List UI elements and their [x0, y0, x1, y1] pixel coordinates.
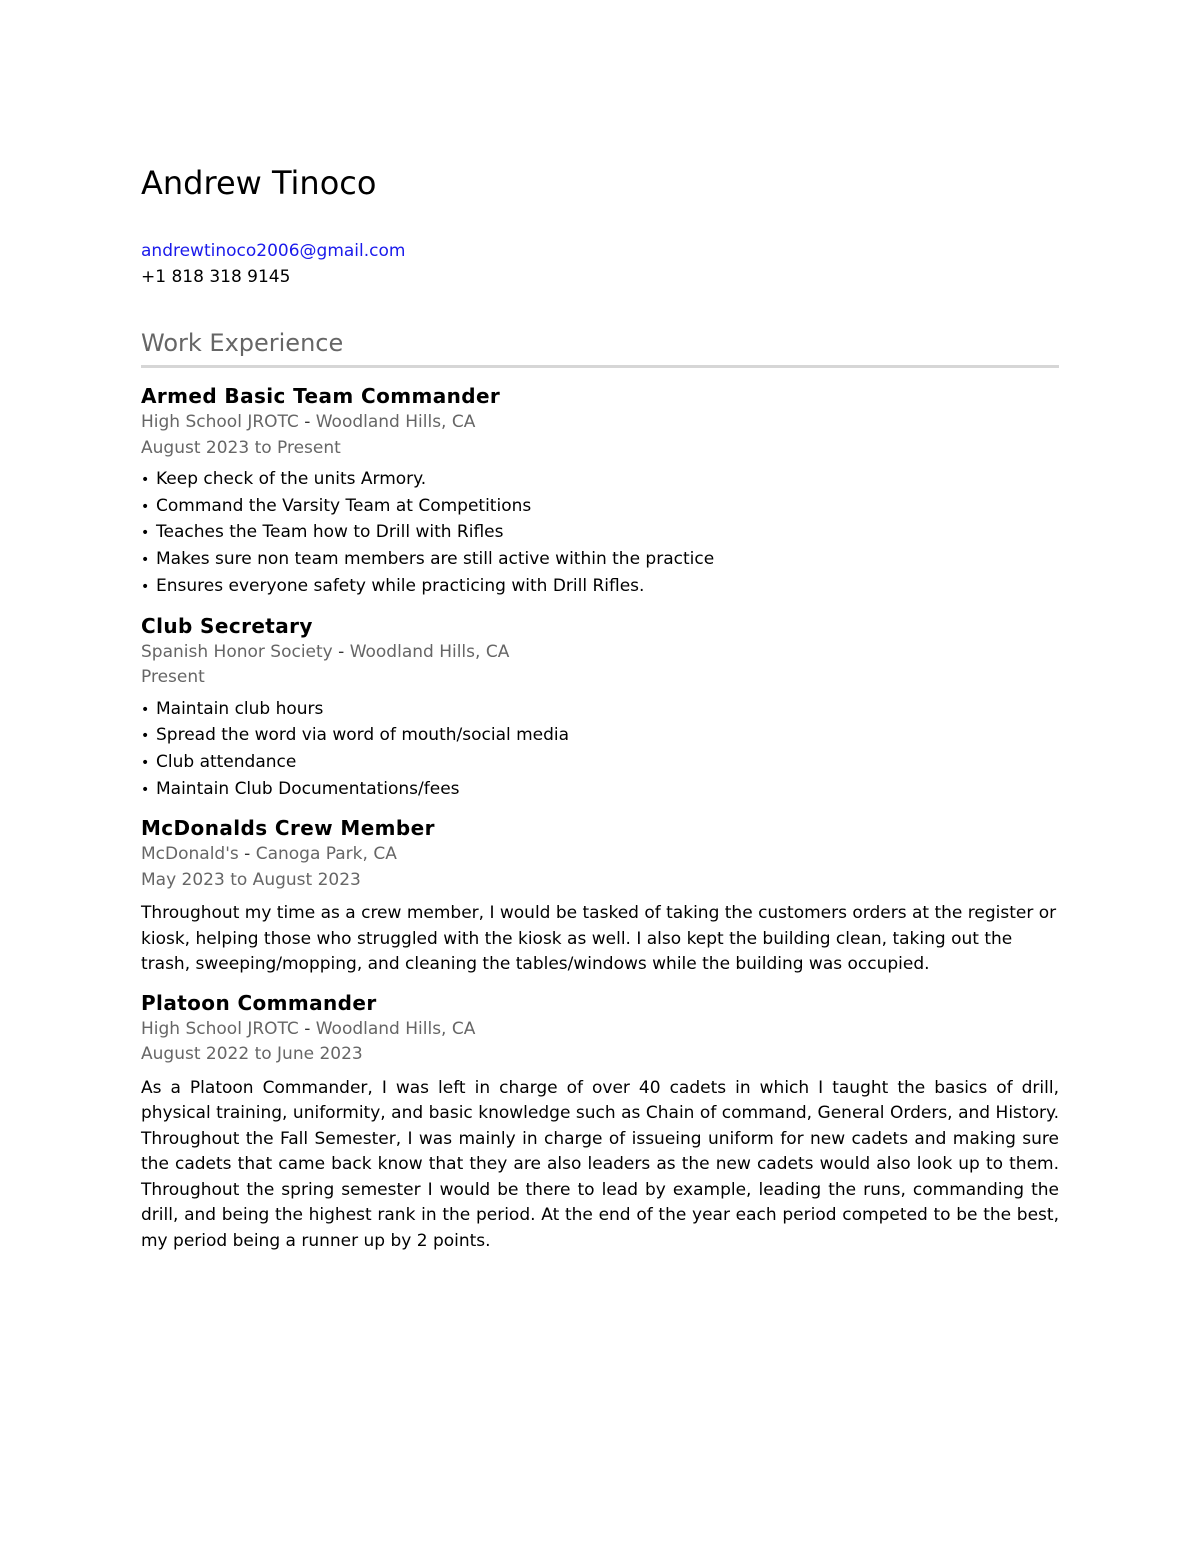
job-organization: [141, 640, 1059, 666]
duty-item: • Spread the word via word of mouth/social media: [141, 723, 1059, 750]
job-title: Club Secretary: [141, 613, 313, 638]
email-link[interactable]: andrewtinoco2006@gmail.com: [141, 241, 406, 261]
contact-info: [141, 239, 405, 290]
job-organization: [141, 410, 1059, 436]
duty-item: • Ensures everyone safety while practicing with Drill Rifles.: [141, 574, 1059, 601]
job-location: Woodland Hills, CA: [315, 412, 476, 432]
job-location: Woodland Hills, CA: [349, 641, 510, 662]
job-duties: [141, 467, 1059, 601]
org-separator: -: [304, 412, 311, 432]
job-dates: August 2022 to June 2023: [141, 1044, 363, 1065]
job-description: As a Platoon Commander, I was left in charge of over 40 cadets in which I taught the basics of drill, physical training, uniformity, and basic knowledge such as Chain of command, General Orders, and History. Throughout the Fall Semester, I was mainly in charge of issueing uniform for new cadets and making sure the cadets that came back know that they are also leaders as the new cadets would also look up to them. Throughout the spring semester I would be there to lead by example, leading the runs, commanding the drill, and being the highest rank in the period. At the end of the year each period competed to be the best, my period being a runner up by 2 points.: [141, 1077, 1059, 1251]
work-experience-heading: Work Experience: [141, 327, 1059, 368]
job-description: Throughout my time as a crew member, I would be tasked of taking the customers orders at the register or kiosk, helping those who struggled with the kiosk as well. I also kept the building clean, taking out the trash, sweeping/mopping, and cleaning the tables/windows while the building was occupied.: [141, 903, 1057, 975]
duty-item: • Keep check of the units Armory.: [141, 467, 1059, 494]
job-title: Platoon Commander: [141, 990, 377, 1015]
job-company: High School JROTC: [141, 1018, 299, 1039]
job-location: Woodland Hills, CA: [315, 1018, 476, 1039]
job-dates: May 2023 to August 2023: [141, 869, 361, 890]
work-experience-list: [141, 382, 1059, 1265]
org-separator: -: [244, 844, 251, 865]
job-entry: [141, 382, 1059, 601]
job-company: McDonald's: [141, 844, 239, 865]
duty-item: • Teaches the Team how to Drill with Rifles: [141, 520, 1059, 547]
job-title: Armed Basic Team Commander: [141, 384, 501, 408]
job-entry: [141, 989, 1059, 1255]
job-dates: Present: [141, 667, 205, 688]
job-title: McDonalds Crew Member: [141, 816, 435, 841]
job-organization: [141, 1017, 1059, 1043]
duty-item: • Maintain Club Documentations/fees: [141, 777, 1059, 804]
duty-item: • Command the Varsity Team at Competitions: [141, 494, 1059, 521]
duty-item: • Maintain club hours: [141, 697, 1059, 724]
org-separator: -: [304, 1018, 311, 1039]
duty-item: • Makes sure non team members are still active within the practice: [141, 547, 1059, 574]
phone-number: +1 818 318 9145: [141, 266, 291, 287]
job-company: Spanish Honor Society: [141, 641, 333, 662]
job-entry: [141, 814, 1059, 978]
org-separator: -: [338, 641, 345, 662]
job-entry: [141, 612, 1059, 804]
job-location: Canoga Park, CA: [255, 844, 397, 865]
duty-item: • Club attendance: [141, 750, 1059, 777]
job-company: High School JROTC: [141, 412, 299, 432]
job-organization: [141, 842, 1059, 868]
job-dates: August 2023 to Present: [141, 437, 341, 458]
candidate-name: Andrew Tinoco: [141, 164, 377, 202]
job-duties: [141, 697, 1059, 804]
